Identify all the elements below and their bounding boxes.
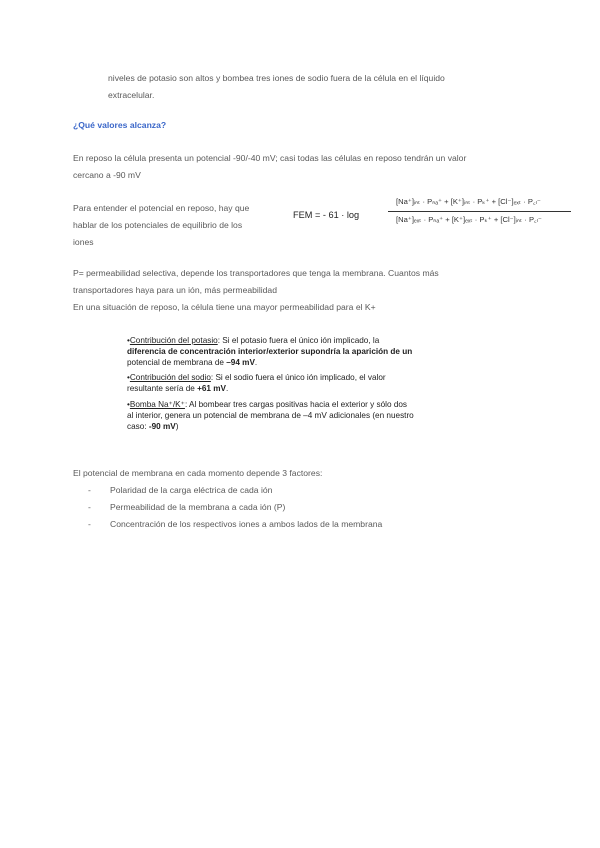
fraction-bar [388,211,571,212]
rest-line-1: En reposo la célula presenta un potencial -90/-40 mV; casi todas las células en reposo tendrán un valor [73,153,467,163]
section-heading: ¿Qué valores alcanza? [73,120,167,130]
rest-line-2: cercano a -90 mV [73,170,141,180]
formula-denominator: [Na⁺]ₑₓₜ · Pₙₐ⁺ + [K⁺]ₑₓₜ · Pₖ⁺ + [Cl⁻]ᵢₙₜ · P꜀ₗ⁻ [396,215,542,224]
ghk-formula [293,205,359,223]
equilibrium-line-2: hablar de los potenciales de equilibrio de los [73,220,243,230]
list-item [88,516,382,533]
list-item-text: Permeabilidad de la membrana a cada ión (P) [110,502,286,512]
bomba-text-2: al interior, genera un potencial de membrana de –4 mV adicionales (en nuestro [127,410,414,420]
intro-line-1: niveles de potasio son altos y bombea tres iones de sodio fuera de la célula en el líquido [108,73,445,83]
formula-label: FEM = - 61 · log [293,210,360,220]
bomba-title: Bomba Na⁺/K⁺ [129,399,185,409]
bomba-text-1: : Al bombear tres cargas positivas hacia el exterior y sólo dos [184,399,408,409]
list-dash: - [88,519,91,529]
potasio-text-2: diferencia de concentración interior/exterior supondría la aparición de un [127,346,413,356]
sodio-text-1: : Si el sodio fuera el único ión implicado, el valor [210,373,386,383]
list-item [88,482,272,499]
permeability-line-1: P= permeabilidad selectiva, depende los transportadores que tenga la membrana. Cuantos más [73,268,439,278]
sodio-title: Contribución del sodio [129,373,211,383]
list-item [88,499,285,516]
formula-numerator: [Na⁺]ᵢₙₜ · Pₙₐ⁺ + [K⁺]ᵢₙₜ · Pₖ⁺ + [Cl⁻]ₑₓₜ · P꜀ₗ⁻ [396,197,541,206]
bomba-text-4: ) [175,421,179,431]
bomba-value: -90 mV [148,421,176,431]
permeability-line-3: En una situación de reposo, la célula tiene una mayor permeabilidad para el K+ [73,302,376,312]
sodio-value: +61 mV [197,384,226,394]
potasio-text-1: : Si el potasio fuera el único ión implicado, la [217,336,380,345]
list-item-text: Concentración de los respectivos iones a ambos lados de la membrana [110,519,383,529]
bomba-text-3: caso: [127,421,149,431]
permeability-line-2: transportadores haya para un ión, más permeabilidad [73,285,277,295]
equilibrium-line-3: iones [73,237,94,247]
factors-intro: El potencial de membrana en cada momento depende 3 factores: [73,468,323,478]
list-dash: - [88,485,91,495]
equilibrium-line-1: Para entender el potencial en reposo, hay que [73,203,250,213]
list-item-text: Polaridad de la carga eléctrica de cada ión [110,485,273,495]
potasio-paragraph: •Contribución del potasio: Si el potasio fuera el único ión implicado, la diferencia de concentración interior/exterior supondría la aparición de un potencial de membrana de –94 mV. [127,336,413,367]
potasio-text-3: potencial de membrana de [127,357,227,367]
bomba-paragraph: •Bomba Na⁺/K⁺: Al bombear tres cargas positivas hacia el exterior y sólo dos al interior, genera un potencial de membrana de –4 mV adicionales (en nuestro caso: -90 mV) [127,399,414,431]
sodio-text-2: resultante sería de [127,384,198,394]
list-dash: - [88,502,91,512]
intro-line-2: extracelular. [108,90,155,100]
sodio-paragraph: •Contribución del sodio: Si el sodio fuera el único ión implicado, el valor resultante sería de +61 mV. [127,373,386,394]
potasio-title: Contribución del potasio [129,336,218,345]
potasio-value: –94 mV [226,357,255,367]
contributions-box [127,336,467,432]
